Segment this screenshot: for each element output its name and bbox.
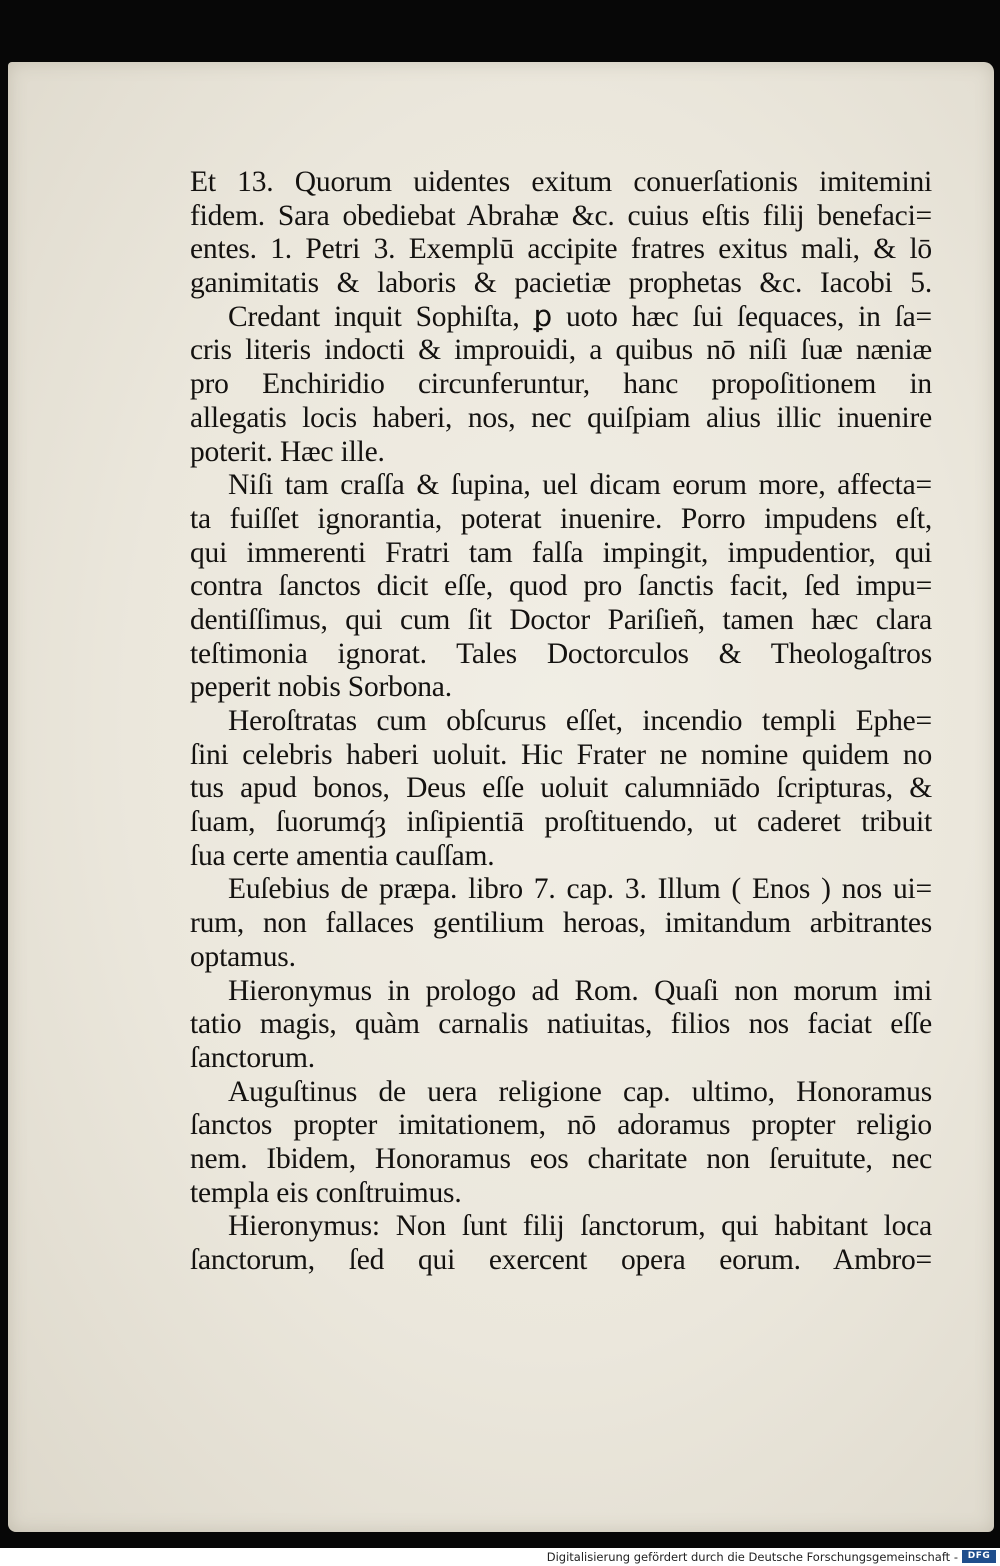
text-line-10: Niſi tam craſſa & ſupina, uel dicam eorum more, affecta= bbox=[228, 469, 932, 502]
text-line-9: poterit. Hæc ille. bbox=[190, 435, 385, 468]
text-line-15: teſtimonia ignorat. Tales Doctorculos & Theologaſtros bbox=[190, 637, 932, 670]
text-line-22: Euſebius de præpa. libro 7. cap. 3. Illum ( Enos ) nos ui= bbox=[228, 873, 932, 906]
text-line-6: cris literis indocti & improuidi, a quibus nō niſi ſuæ næniæ bbox=[190, 334, 932, 367]
text-line-1: Et 13. Quorum uidentes exitum conuerſationis imitemini bbox=[190, 166, 932, 198]
text-line-19: tus apud bonos, Deus eſſe uoluit calumniādo ſcripturas, & bbox=[190, 772, 932, 805]
text-line-13: contra ſanctos dicit eſſe, quod pro ſanctis facit, ſed impu= bbox=[190, 570, 932, 603]
text-line-27: ſanctorum. bbox=[190, 1041, 315, 1074]
dfg-logo: DFG bbox=[962, 1550, 996, 1563]
text-line-16: peperit nobis Sorbona. bbox=[190, 671, 452, 704]
text-line-2: fidem. Sara obediebat Abrahæ &c. cuius eſtis filij benefaci= bbox=[190, 199, 932, 232]
text-line-25: Hieronymus in prologo ad Rom. Quaſi non morum imi bbox=[228, 974, 932, 1007]
text-line-29: ſanctos propter imitationem, nō adoramus propter religio bbox=[190, 1109, 932, 1142]
footer-credit: Digitalisierung gefördert durch die Deutsche Forschungsgemeinschaft - bbox=[546, 1550, 958, 1564]
text-line-30: nem. Ibidem, Honoramus eos charitate non ſeruitute, nec bbox=[190, 1142, 932, 1175]
text-line-21: ſua certe amentia cauſſam. bbox=[190, 839, 495, 872]
page-text bbox=[190, 166, 932, 1278]
text-line-5: Credant inquit Sophiſta, ꝑ uoto hæc ſui ſequaces, in ſa= bbox=[228, 300, 932, 333]
text-line-33-with-catchword bbox=[190, 1244, 932, 1278]
text-line-7: pro Enchiridio circunferuntur, hanc propoſitionem in bbox=[190, 368, 932, 401]
text-line-11: ta fuiſſet ignorantia, poterat inuenire. Porro impudens eſt, bbox=[190, 502, 932, 535]
text-line-8: allegatis locis haberi, nos, nec quiſpiam alius illic inuenire bbox=[190, 401, 932, 434]
text-line-18: ſini celebris haberi uoluit. Hic Frater ne nomine quidem no bbox=[190, 738, 932, 771]
catchword: Ambro= bbox=[832, 1244, 932, 1276]
text-line-28: Auguſtinus de uera religione cap. ultimo, Honoramus bbox=[228, 1075, 932, 1108]
text-line-31: templa eis conſtruimus. bbox=[190, 1176, 462, 1209]
text-line-26: tatio magis, quàm carnalis natiuitas, filios nos faciat eſſe bbox=[190, 1008, 932, 1041]
text-line-4: ganimitatis & laboris & pacietiæ prophetas &c. Iacobi 5. bbox=[190, 267, 932, 300]
text-line-3: entes. 1. Petri 3. Exemplū accipite fratres exitus mali, & lō bbox=[190, 233, 932, 266]
text-line-17: Heroſtratas cum obſcurus eſſet, incendio templi Ephe= bbox=[228, 705, 932, 737]
text-line-33: ſanctorum, ſed qui exercent opera eorum. bbox=[190, 1244, 801, 1276]
text-line-12: qui immerenti Fratri tam falſa impingit, impudentior, qui bbox=[190, 536, 932, 569]
text-line-24: optamus. bbox=[190, 940, 296, 973]
text-line-32: Hieronymus: Non ſunt filij ſanctorum, qui habitant loca bbox=[228, 1210, 932, 1243]
text-line-14: dentiſſimus, qui cum ſit Doctor Pariſieñ, tamen hæc clara bbox=[190, 603, 932, 636]
text-line-23: rum, non fallaces gentilium heroas, imitandum arbitrantes bbox=[190, 907, 932, 940]
text-line-20: ſuam, ſuorumq́ȝ inſipientiā proſtituendo, ut caderet tribuit bbox=[190, 806, 932, 839]
footer-bar bbox=[0, 1548, 1000, 1566]
